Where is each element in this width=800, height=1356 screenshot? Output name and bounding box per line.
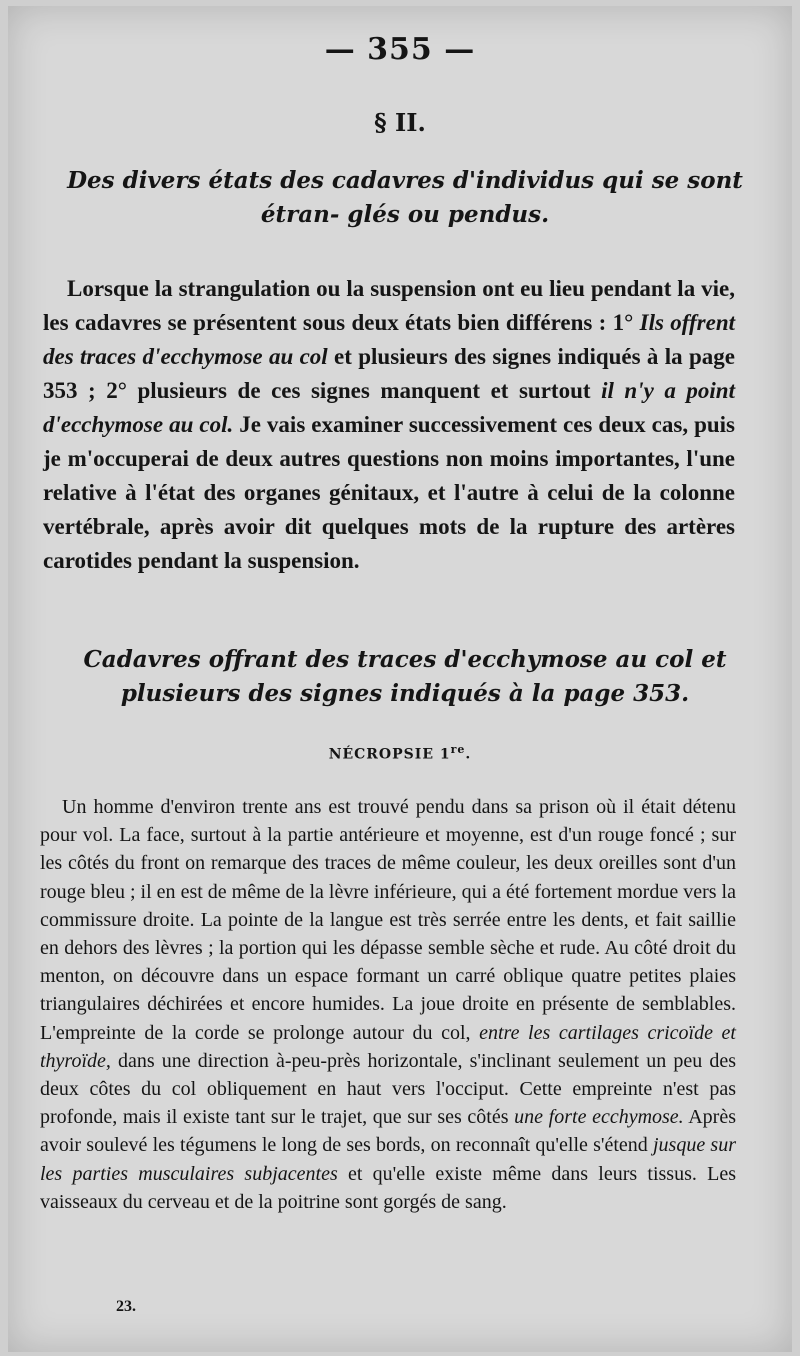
necropsy-text-4: et qu'elle existe même dans leurs tissus. Les vaisseaux du cerveau et de la poitrine sont gorgés de sang. [40,1162,736,1213]
necropsy-emphasis-2: une forte ecchymose. [514,1106,684,1129]
necropsy-number: 1 [439,746,451,763]
necropsy-paragraph [40,793,736,1216]
subsection-heading: Cadavres offrant des traces d'ecchymose au col et plusieurs des signes indiqués à la page 353. [83,646,727,707]
necropsy-suffix: . [465,746,472,763]
intro-emphasis-1: Ils offrent des traces d'ecchymose au col [43,310,735,369]
intro-paragraph [43,272,735,578]
necropsy-emphasis-3: jusque sur les parties musculaires subjacentes [40,1134,736,1185]
necropsy-ordinal: re [450,743,466,756]
necropsy-heading [0,743,800,763]
intro-text-1: Lorsque la strangulation ou la suspension ont eu lieu pendant la vie, les cadavres se présentent sous deux états bien différens : 1° [43,276,735,335]
necropsy-text-3: Après avoir soulevé les tégumens le long de ses bords, on reconnaît qu'elle s'étend [40,1106,736,1157]
necropsy-label: NÉCROPSIE [328,746,434,763]
section-heading: Des divers états des cadavres d'individus qui se sont étran- glés ou pendus. [67,167,743,228]
section-mark: § II. [374,108,426,137]
necropsy-text-1: Un homme d'environ trente ans est trouvé pendu dans sa prison où il était détenu pour vol. La face, surtout à la partie antérieure et moyenne, est d'un rouge foncé ; sur les côtés du front on remarque des traces de même couleur, les deux oreilles sont d'un rouge bleu ; il en est de même de la lèvre inférieure, qui a été fortement mordue vers la commissure droite. La pointe de la langue est très serrée entre les dents, et fait saillie en dehors des lèvres ; la portion qui les dépasse semble sèche et rude. Au côté droit du menton, on découvre dans un espace formant un carré oblique quatre petites plaies triangulaires déchirées et encore humides. La joue droite en présente de semblables. L'empreinte de la corde se prolonge autour du col, [40,796,736,1044]
necropsy-emphasis-1: entre les cartilages cricoïde et thyroïde, [40,1021,736,1072]
intro-text-3: Je vais examiner successivement ces deux cas, puis je m'occuperai de deux autres questions non moins importantes, l'une relative à l'état des organes génitaux, et l'autre à celui de la colonne vertébrale, après avoir dit quelques mots de la rupture des artères carotides pendant la suspension. [43,412,735,573]
signature-mark: 23. [116,1298,136,1315]
intro-emphasis-2: il n'y a point d'ecchymose au col. [43,378,735,437]
page-number: — 355 — [324,32,476,67]
necropsy-text-2: dans une direction à-peu-près horizontale, s'inclinant seulement un peu des deux côtes du col obliquement en haut vers l'occiput. Cette empreinte n'est pas profonde, mais il existe tant sur le trajet, que sur ses côtés [40,1049,736,1129]
intro-text-2: et plusieurs des signes indiqués à la page 353 ; 2° plusieurs de ces signes manquent et surtout [43,344,735,403]
